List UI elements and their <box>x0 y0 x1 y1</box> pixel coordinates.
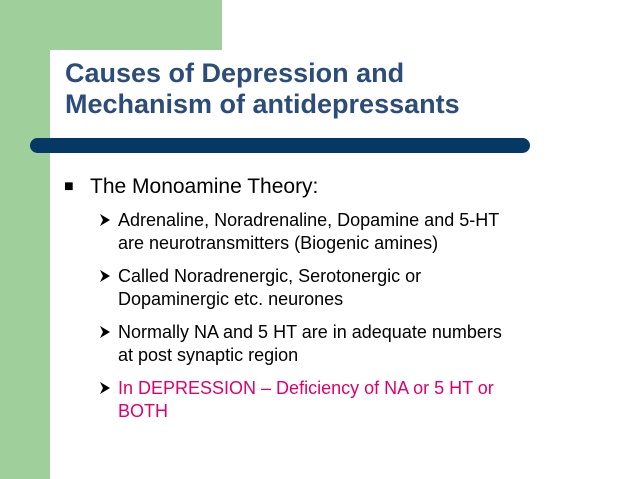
main-bullet-text: The Monoamine Theory: <box>90 175 319 198</box>
square-bullet-icon: ■ <box>64 178 74 195</box>
arrowhead-bullet-icon <box>98 269 112 283</box>
sub-bullet-item <box>98 265 598 311</box>
title-line-2: Mechanism of antidepressants <box>65 89 460 119</box>
slide-title <box>65 58 625 120</box>
sub-bullet-line: Called Noradrenergic, Serotonergic or <box>118 266 422 286</box>
title-line-1: Causes of Depression and <box>65 58 405 88</box>
decorative-green-strip <box>0 0 50 479</box>
sub-bullet-line: Normally NA and 5 HT are in adequate numbers <box>118 322 502 342</box>
sub-bullet-item <box>98 321 598 367</box>
sub-bullet-item <box>98 209 598 255</box>
sub-bullet-line: Dopaminergic etc. neurones <box>118 289 344 309</box>
arrowhead-bullet-icon <box>98 325 112 339</box>
sub-bullet-line: are neurotransmitters (Biogenic amines) <box>118 233 439 253</box>
sub-bullet-line: Adrenaline, Noradrenaline, Dopamine and 5-HT <box>118 210 500 230</box>
sub-bullet-line: at post synaptic region <box>118 345 299 365</box>
sub-bullet-line-highlight: BOTH <box>118 401 169 421</box>
arrowhead-bullet-icon <box>98 213 112 227</box>
sub-bullet-line-highlight: In DEPRESSION – Deficiency of NA or 5 HT or <box>118 378 494 398</box>
title-accent-bar <box>30 138 530 153</box>
sub-bullet-item-highlight <box>98 377 598 423</box>
main-bullet-item <box>64 175 318 199</box>
arrowhead-bullet-icon <box>98 381 112 395</box>
